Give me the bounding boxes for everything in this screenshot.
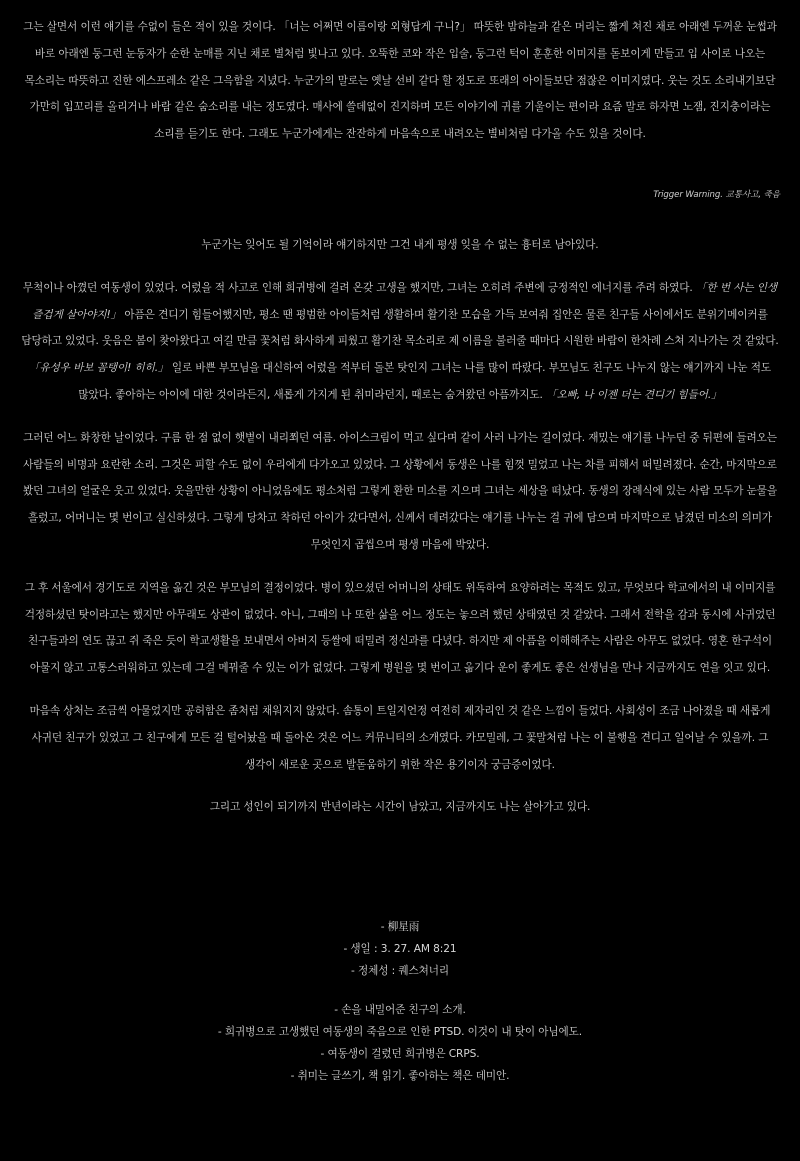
profile-note: - 희귀병으로 고생했던 여동생의 죽음으로 인한 PTSD. 이것이 내 탓이 아님에도.	[217, 1026, 583, 1039]
accident-paragraph: 그러던 어느 화창한 날이었다. 구름 한 점 없이 햇볕이 내리쬐던 여름. 아이스크림이 먹고 싶다며 같이 사러 나가는 길이었다. 재밌는 얘기를 나누던 중 뒤편에 들려오는 사람들의 비명과 요란한 소리. 그것은 피할 수도 없이 우리에게 다가오고 있었다. 그 상황에서 동생은 나를 힘껏 밀었고 나는 차를 피해서 떠밀려졌다. 순간, 마지막으로 봤던 그녀의 얼굴은 웃고 있었다. 웃을만한 상황이 아니었음에도 평소처럼 그렇게 환한 미소를 지으며 그녀는 세상을 떠났다. 동생의 장례식에 있는 사람 모두가 눈물을 흘렸고, 어머니는 몇 번이고 실신하셨다. 그렇게 당차고 착하던 아이가 갔다면서, 신께서 데려갔다는 얘기를 나누는 걸 귀에 담으며 마지막으로 남겼던 미소의 의미가 무엇인지 곱씹으며 평생 마음에 박았다.	[22, 431, 778, 551]
intro-paragraph: 그는 살면서 이런 얘기를 수없이 들은 적이 있을 것이다. 「너는 어쩌면 이름이랑 외형답게 구니?」 따뜻한 밤하늘과 같은 머리는 짧게 쳐진 채로 아래엔 두꺼운 눈썹과 바로 아래엔 둥그런 눈동자가 순한 눈매를 지닌 채로 별처럼 빛나고 있다. 오뚝한 코와 작은 입술, 둥그런 턱이 훈훈한 이미지를 돋보이게 만들고 입 사이로 나오는 목소리는 따뜻하고 진한 에스프레소 같은 그윽함을 지녔다. 누군가의 말로는 옛날 선비 같다 할 정도로 또래의 아이들보단 점잖은 이미지였다. 웃는 것도 소리내기보단 가만히 입꼬리를 올리거나 바람 같은 숨소리를 내는 정도였다. 매사에 쓸데없이 진지하며 모든 이야기에 귀를 기울이는 편이라 요즘 말로 하자면 노잼, 진지충이라는 소리를 듣기도 한다. 그래도 누군가에게는 잔잔하게 마음속으로 내려오는 별비처럼 다가올 수도 있을 것이다.	[23, 21, 777, 141]
relocation-paragraph: 그 후 서울에서 경기도로 지역을 옮긴 것은 부모님의 결정이었다. 병이 있으셨던 어머니의 상태도 위독하여 요양하려는 목적도 있고, 무엇보다 학교에서의 내 이미지를 걱정하셨던 탓이라고는 했지만 아무래도 상관이 없었다. 아니, 그때의 나 또한 삶을 어느 정도는 놓으려 했던 상태였던 것 같았다. 그래서 전학을 감과 동시에 사귀었던 친구들과의 연도 끊고 쥐 죽은 듯이 학교생활을 보내면서 아버지 등쌀에 떠밀려 정신과를 다녔다. 하지만 제 아픔을 이해해주는 사람은 아무도 없었다. 영혼 한구석이 아물지 않고 고통스러워하고 있는데 그걸 메꿔줄 수 있는 이가 없었다. 그렇게 병원을 몇 번이고 옮기다 운이 좋게도 좋은 선생님을 만나 지금까지도 연을 잇고 있다.	[24, 581, 776, 675]
trigger-warning: Trigger Warning. 교통사고, 죽음	[653, 189, 780, 200]
profile-name: - 柳星雨	[380, 921, 420, 934]
sister-quote-2: 「유성우 바보 꼼탱이! 히히.」	[29, 362, 169, 375]
sister-quote-3: 「오빠, 나 이젠 더는 견디기 힘들어.」	[546, 388, 722, 401]
profile-details	[20, 916, 780, 1087]
lead-sentence: 누군가는 잊어도 될 기억이라 얘기하지만 그건 내게 평생 잊을 수 없는 흉터로 남아있다.	[201, 238, 599, 251]
closing-sentence: 그리고 성인이 되기까지 반년이라는 시간이 남았고, 지금까지도 나는 살아가고 있다.	[209, 801, 591, 814]
profile-identity: - 정체성 : 퀘스쳐너리	[350, 965, 450, 978]
sister-quote-1: 「한 번 사는 인생 즐겁게 살아야지!」	[32, 281, 778, 321]
sister-text-b: 아픔은 견디기 힘들어했지만, 평소 땐 평범한 아이들처럼 생활하며 활기찬 모습을 가득 보여줘 집안은 물론 친구들 사이에서도 분위기메이커를 담당하고 있었다. 웃음은 봄이 찾아왔다고 여길 만큼 꽃처럼 화사하게 피웠고 활기찬 목소리로 제 이름을 불러줄 때마다 시원한 바람이 한차례 스쳐 지나가는 것 같았다.	[21, 308, 779, 348]
profile-note: - 손을 내밀어준 친구의 소개.	[334, 1004, 466, 1017]
profile-note: - 취미는 글쓰기, 책 읽기. 좋아하는 책은 데미안.	[290, 1070, 510, 1083]
community-paragraph: 마음속 상처는 조금씩 아물었지만 공허함은 좀처럼 채워지지 않았다. 솜통이 트일지언정 여전히 제자리인 것 같은 느낌이 들었다. 사회성이 조금 나아졌을 때 새롭게 사귀던 친구가 있었고 그 친구에게 모든 걸 털어놨을 때 돌아온 것은 어느 커뮤니티의 소개였다. 카모밀레, 그 꽃말처럼 나는 이 불행을 견디고 일어날 수 있을까. 그 생각이 새로운 곳으로 발돋움하기 위한 작은 용기이자 궁금증이었다.	[29, 704, 771, 771]
sister-text-c: 일로 바쁜 부모님을 대신하여 어렸을 적부터 돌본 탓인지 그녀는 나를 많이 따랐다. 부모님도 친구도 나누지 않는 얘기까지 나눈 적도 많았다. 좋아하는 아이에 대한 것이라든지, 새롭게 가지게 된 취미라던지, 때로는 숨겨왔던 아픔까지도.	[78, 362, 771, 401]
profile-note: - 여동생이 걸렸던 희귀병은 CRPS.	[320, 1048, 480, 1061]
sister-text-a: 무척이나 아꼈던 여동생이 있었다. 어렸을 적 사고로 인해 희귀병에 걸려 온갖 고생을 했지만, 그녀는 오히려 주변에 긍정적인 에너지를 주려 하였다.	[22, 281, 696, 294]
sister-paragraph	[20, 275, 780, 409]
profile-birthday: - 생일 : 3. 27. AM 8:21	[343, 943, 457, 956]
